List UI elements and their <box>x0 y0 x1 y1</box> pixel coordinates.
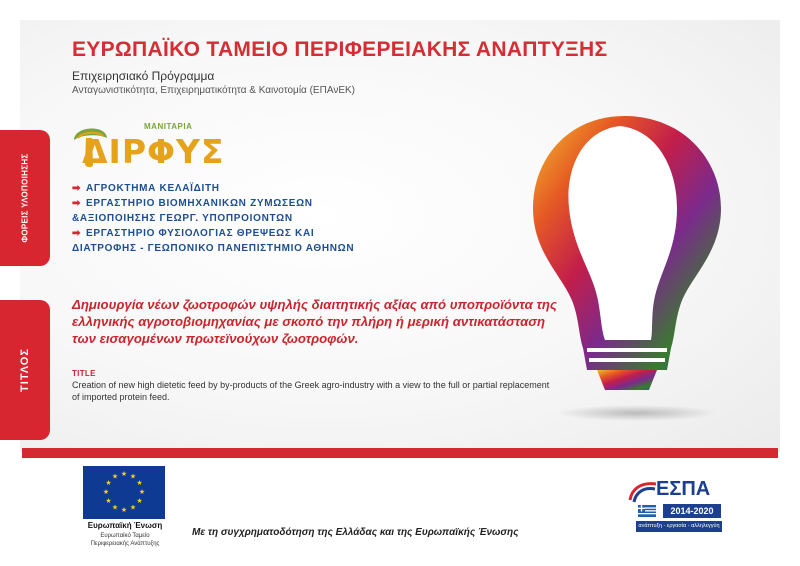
svg-text:★: ★ <box>138 488 146 496</box>
svg-text:★: ★ <box>111 503 119 512</box>
espa-name: ΕΣΠΑ <box>656 478 711 500</box>
svg-text:★: ★ <box>111 472 119 481</box>
svg-text:★: ★ <box>120 506 128 514</box>
arrow-right-icon: ➡ <box>72 228 82 239</box>
title-label: TITLE <box>72 369 96 378</box>
svg-text:★: ★ <box>129 472 137 481</box>
side-tab-title-label: ΤΙΤΛΟΣ <box>19 348 31 392</box>
partner-name: ΑΓΡΟΚΤΗΜΑ ΚΕΛΑΪΔΙΤΗ <box>86 183 220 194</box>
brand-tagline: ΜΑΝΙΤΑΡΙΑ <box>144 122 193 131</box>
program-name: Επιχειρησιακό Πρόγραμμα <box>72 69 215 83</box>
partner-name: ΔΙΑΤΡΟΦΗΣ - ΓΕΩΠΟΝΙΚΟ ΠΑΝΕΠΙΣΤΗΜΙΟ ΑΘΗΝΩΝ <box>72 243 355 254</box>
project-title-english: Creation of new high dietetic feed by by-products of the Greek agro-industry with a view to the full or partial replacement of imported protein feed. <box>72 380 550 402</box>
cofunding-statement: Με τη συγχρηματοδότηση της Ελλάδας και της Ευρωπαϊκής Ένωσης <box>192 527 519 538</box>
svg-text:★: ★ <box>105 479 112 487</box>
arrow-right-icon: ➡ <box>72 198 82 209</box>
eu-fund-name <box>70 532 180 548</box>
svg-text:★: ★ <box>136 479 143 487</box>
espa-swoosh-icon <box>628 480 658 504</box>
side-tab-bodies <box>0 130 50 266</box>
side-tab-bodies-label: ΦΟΡΕΙΣ ΥΛΟΠΟΙΗΣΗΣ <box>20 153 30 243</box>
greek-flag-icon <box>638 505 656 517</box>
arrow-right-icon: ➡ <box>72 183 82 194</box>
partner-name: ΕΡΓΑΣΤΗΡΙΟ ΒΙΟΜΗΧΑΝΙΚΩΝ ΖΥΜΩΣΕΩΝ <box>86 198 313 209</box>
eu-name: Ευρωπαϊκή Ένωση <box>87 521 163 530</box>
partner-item-continued <box>72 241 354 256</box>
partner-item <box>72 196 354 211</box>
lightbulb-icon <box>525 108 725 428</box>
svg-text:★: ★ <box>105 497 112 505</box>
page-title: ΕΥΡΩΠΑΪΚΟ ΤΑΜΕΙΟ ΠΕΡΙΦΕΡΕΙΑΚΗΣ ΑΝΑΠΤΥΞΗΣ <box>72 38 608 61</box>
partner-item-continued <box>72 211 354 226</box>
program-subtitle: Ανταγωνιστικότητα, Επιχειρηματικότητα & Καινοτομία (ΕΠΑνΕΚ) <box>72 85 355 96</box>
espa-slogan: ανάπτυξη - εργασία - αλληλεγγύη <box>636 521 722 532</box>
partner-list <box>72 181 354 256</box>
side-tab-title <box>0 300 50 440</box>
brand-name: ΔΙΡΦΥΣ <box>82 132 225 171</box>
eu-fund-line: Περιφερειακής Ανάπτυξης <box>90 541 160 547</box>
svg-text:★: ★ <box>102 488 110 496</box>
eu-fund-line: Ευρωπαϊκό Ταμείο <box>100 533 150 539</box>
svg-text:★: ★ <box>120 470 128 478</box>
partner-name: &ΑΞΙΟΠΟΙΗΣΗΣ ΓΕΩΡΓ. ΥΠΟΠΡΟΙΟΝΤΩΝ <box>72 213 293 224</box>
svg-text:★: ★ <box>136 497 143 505</box>
eu-flag-icon <box>83 466 165 519</box>
partner-item <box>72 226 354 241</box>
partner-name: ΕΡΓΑΣΤΗΡΙΟ ΦΥΣΙΟΛΟΓΙΑΣ ΘΡΕΨΕΩΣ ΚΑΙ <box>86 228 315 239</box>
svg-text:★: ★ <box>129 503 137 512</box>
brand-logo <box>70 118 225 176</box>
partner-item <box>72 181 354 196</box>
project-title-greek: Δημιουργία νέων ζωοτροφών υψηλής διαιτητικής αξίας από υποπροϊόντα της ελληνικής αγροτοβιομηχανίας με σκοπό την πλήρη ή μερική αντικατάσταση των εισαγομένων πρωτεϊνούχων ζωοτροφών. <box>72 297 557 346</box>
espa-years: 2014-2020 <box>663 504 721 518</box>
espa-logo <box>628 478 728 540</box>
divider-bar <box>22 448 778 458</box>
